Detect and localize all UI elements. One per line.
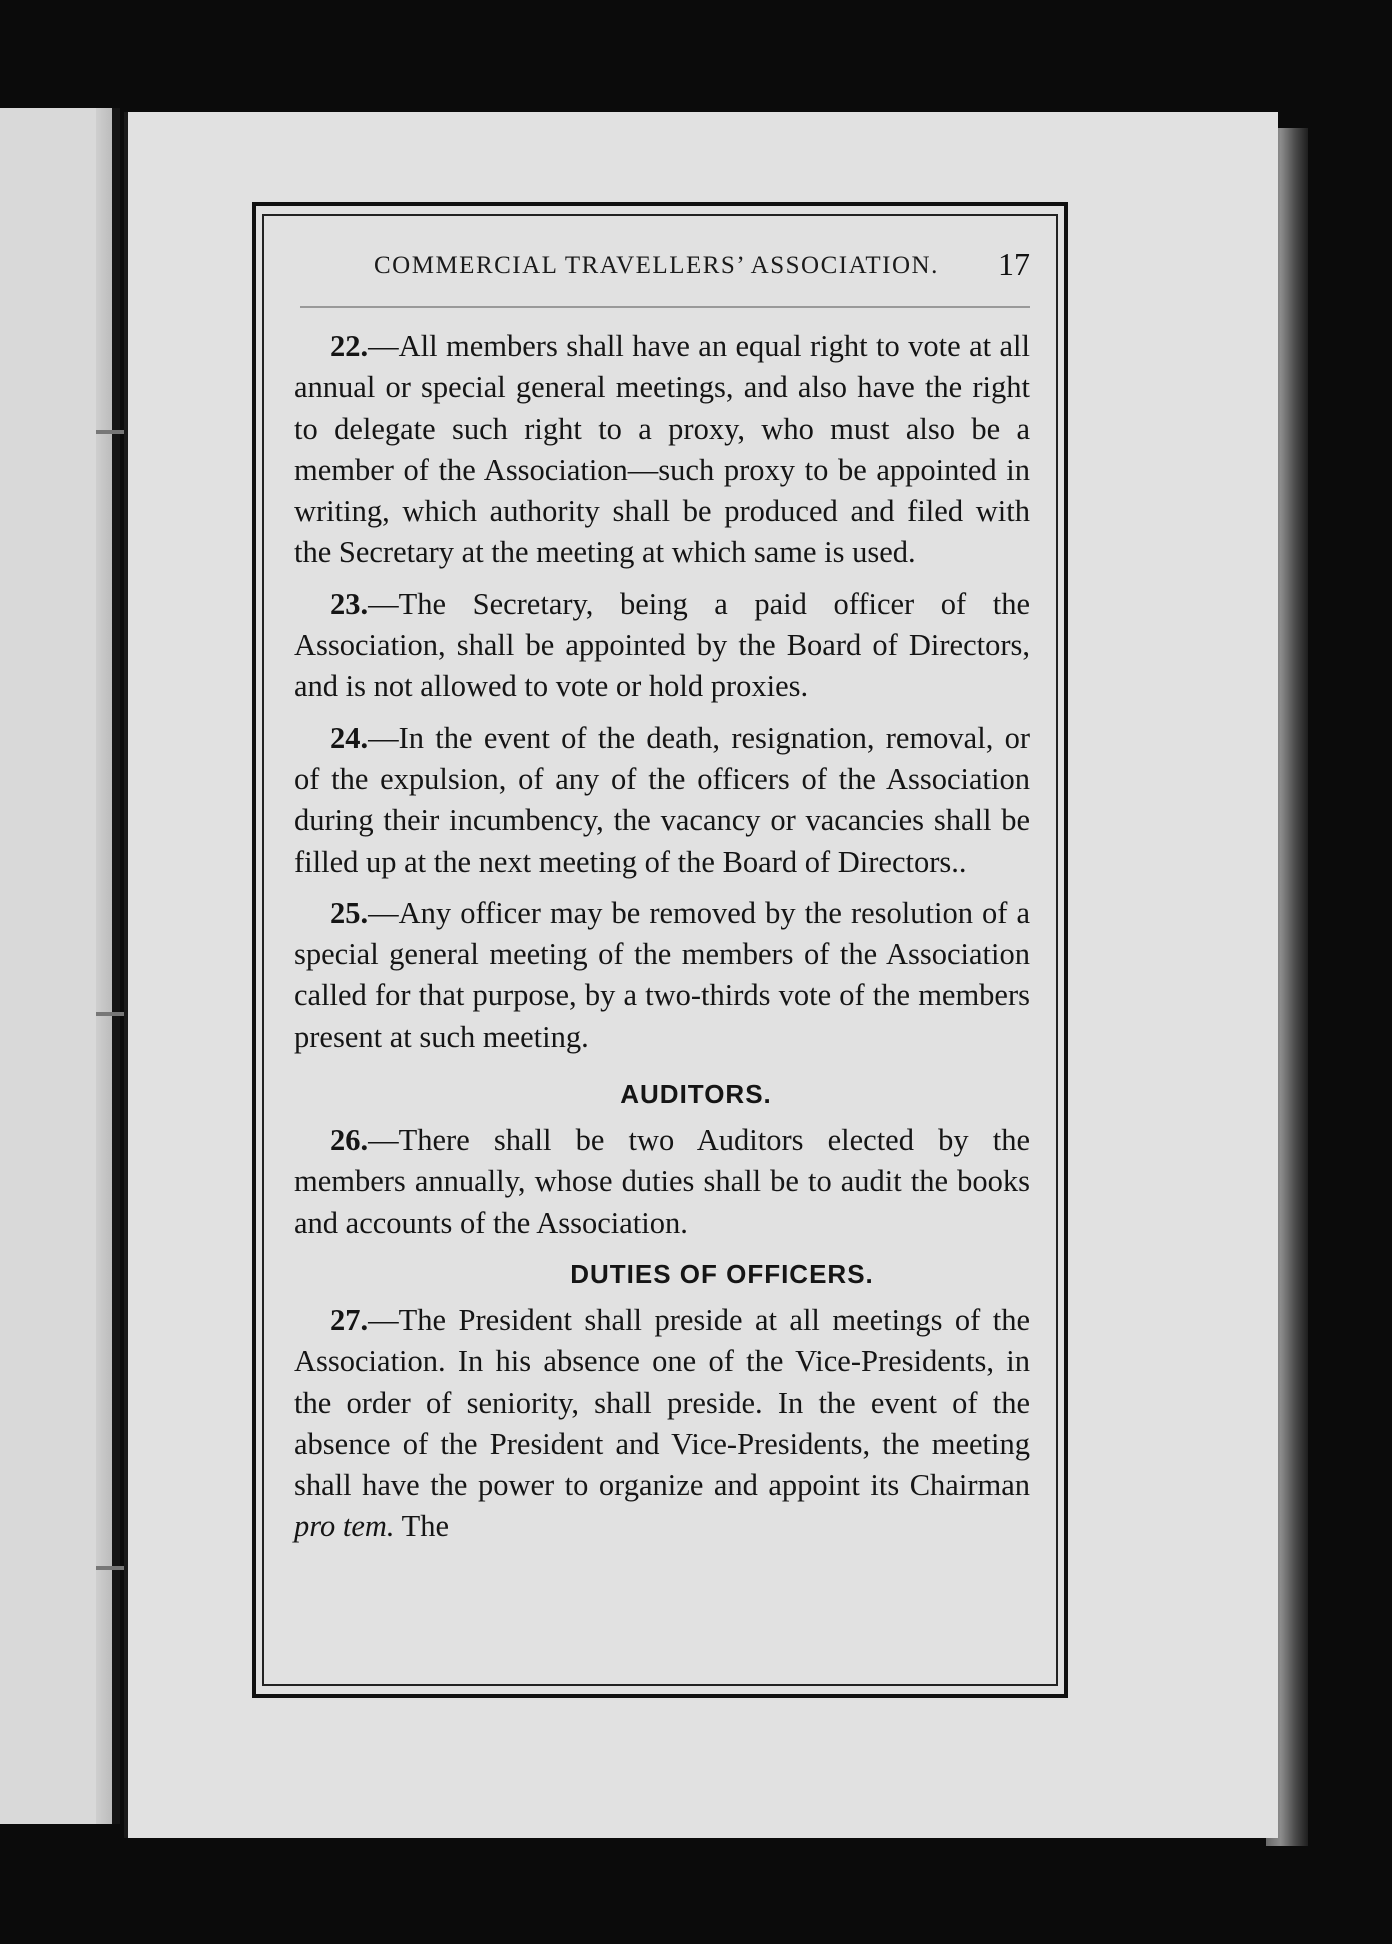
section-text: —In the event of the death, resignation, removal, or of the expulsion, of any of the officers of the Association during their incumbency, the vacancy or vacancies shall be filled up at the next meeting of the Board of Directors.. [294, 720, 1030, 879]
section-text: —There shall be two Auditors elected by the members annually, whose duties shall be to audit the books and accounts of the Association. [294, 1123, 1030, 1240]
section-number: 23. [330, 586, 369, 621]
body-text [294, 326, 1030, 1558]
header-rule [300, 306, 1030, 308]
heading-auditors: AUDITORS. [620, 1079, 772, 1110]
section-23 [294, 584, 1030, 708]
section-number: 25. [330, 895, 369, 930]
section-26 [294, 1120, 1030, 1244]
section-text: —The President shall preside at all meetings of the Association. In his absence one of the Vice-Presidents, in the order of seniority, shall preside. In the event of the absence of the President and Vice-Presidents, the meeting shall have the power to organize and appoint its Chairman [294, 1302, 1030, 1503]
section-text: —Any officer may be removed by the resolution of a special general meeting of the members of the Association called for that purpose, by a two-thirds vote of the members present at such meeting. [294, 895, 1030, 1054]
section-text: —The Secretary, being a paid officer of the Association, shall be appointed by the Board of Directors, and is not allowed to vote or hold proxies. [294, 586, 1030, 704]
section-text: —All members shall have an equal right to vote at all annual or special general meetings, and also have the right to delegate such right to a proxy, who must also be a member of the Association—such proxy to be appointed in writing, which authority shall be produced and filed with the Secretary at the meeting at which same is used. [294, 329, 1030, 570]
heading-duties-of-officers: DUTIES OF OFFICERS. [570, 1258, 874, 1289]
section-number: 27. [330, 1302, 369, 1337]
section-24 [294, 718, 1030, 883]
running-header [300, 246, 1036, 286]
section-number: 26. [330, 1123, 369, 1158]
section-text-tail: The [394, 1509, 450, 1544]
section-25 [294, 893, 1030, 1058]
section-number: 22. [330, 329, 369, 363]
section-number: 24. [330, 720, 369, 755]
running-title: COMMERCIAL TRAVELLERS’ ASSOCIATION. [374, 252, 939, 279]
section-text-italic: pro tem. [294, 1509, 395, 1544]
page-number: 17 [998, 246, 1030, 282]
section-27 [294, 1300, 1030, 1548]
section-22 [294, 326, 1030, 574]
